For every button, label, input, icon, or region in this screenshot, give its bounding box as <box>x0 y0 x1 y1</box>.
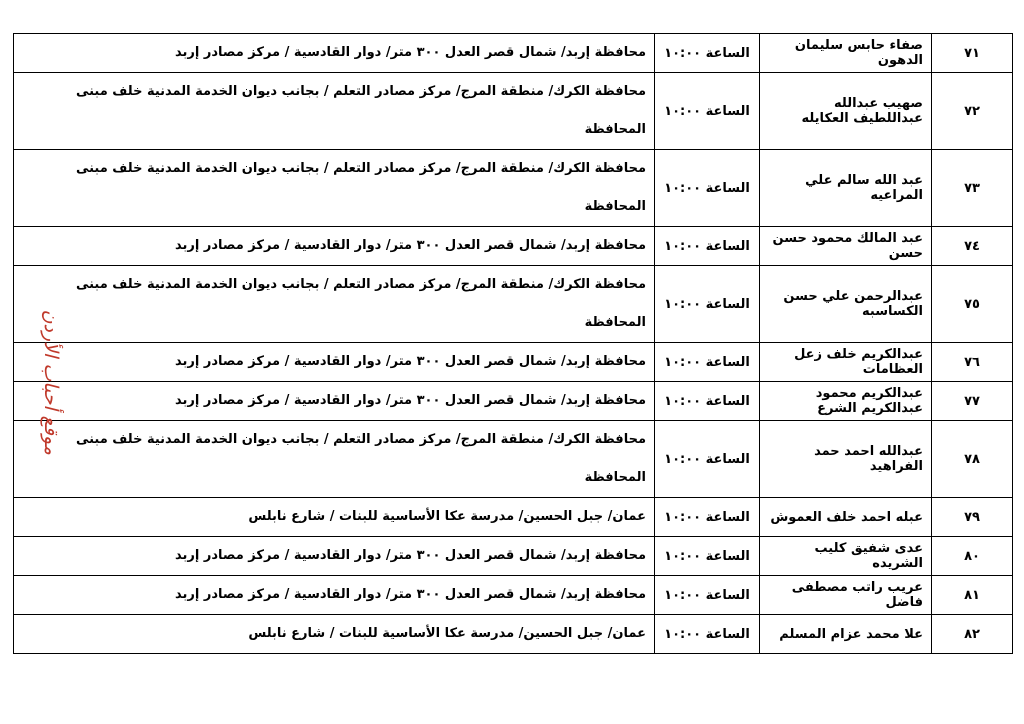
candidate-name: عدى شفيق كليب الشريده <box>760 537 932 576</box>
candidate-name: عبد الله سالم علي المراعيه <box>760 150 932 227</box>
exam-location: عمان/ جبل الحسين/ مدرسة عكا الأساسية للبنات / شارع نابلس <box>14 615 655 654</box>
exam-location: محافظة إربد/ شمال قصر العدل ٣٠٠ متر/ دوار القادسية / مركز مصادر إربد <box>14 382 655 421</box>
exam-time: الساعة ١٠:٠٠ <box>655 382 760 421</box>
exam-time: الساعة ١٠:٠٠ <box>655 343 760 382</box>
exam-location: محافظة الكرك/ منطقة المرج/ مركز مصادر التعلم / بجانب ديوان الخدمة المدنية خلف مبنى المحافظة <box>14 421 655 498</box>
row-number: ٧٦ <box>932 343 1013 382</box>
row-number: ٧٢ <box>932 73 1013 150</box>
exam-location: محافظة إربد/ شمال قصر العدل ٣٠٠ متر/ دوار القادسية / مركز مصادر إربد <box>14 576 655 615</box>
exam-time: الساعة ١٠:٠٠ <box>655 537 760 576</box>
exam-time: الساعة ١٠:٠٠ <box>655 73 760 150</box>
row-number: ٧٥ <box>932 266 1013 343</box>
exam-location: محافظة إربد/ شمال قصر العدل ٣٠٠ متر/ دوار القادسية / مركز مصادر إربد <box>14 34 655 73</box>
table-row <box>14 498 1013 537</box>
exam-location: محافظة الكرك/ منطقة المرج/ مركز مصادر التعلم / بجانب ديوان الخدمة المدنية خلف مبنى المحافظة <box>14 266 655 343</box>
candidates-table-body <box>14 34 1013 654</box>
exam-time: الساعة ١٠:٠٠ <box>655 150 760 227</box>
row-number: ٨٠ <box>932 537 1013 576</box>
candidate-name: صهيب عبدالله عبداللطيف العكايله <box>760 73 932 150</box>
table-row <box>14 615 1013 654</box>
table-row <box>14 537 1013 576</box>
candidate-name: علا محمد عزام المسلم <box>760 615 932 654</box>
exam-time: الساعة ١٠:٠٠ <box>655 576 760 615</box>
row-number: ٧١ <box>932 34 1013 73</box>
candidate-name: عبد المالك محمود حسن حسن <box>760 227 932 266</box>
row-number: ٧٧ <box>932 382 1013 421</box>
row-number: ٧٩ <box>932 498 1013 537</box>
exam-location: محافظة إربد/ شمال قصر العدل ٣٠٠ متر/ دوار القادسية / مركز مصادر إربد <box>14 227 655 266</box>
table-row <box>14 73 1013 150</box>
row-number: ٨١ <box>932 576 1013 615</box>
exam-time: الساعة ١٠:٠٠ <box>655 498 760 537</box>
candidate-name: عبدالكريم خلف زعل العظامات <box>760 343 932 382</box>
exam-time: الساعة ١٠:٠٠ <box>655 34 760 73</box>
exam-location: محافظة الكرك/ منطقة المرج/ مركز مصادر التعلم / بجانب ديوان الخدمة المدنية خلف مبنى المحافظة <box>14 73 655 150</box>
row-number: ٨٢ <box>932 615 1013 654</box>
row-number: ٧٣ <box>932 150 1013 227</box>
exam-time: الساعة ١٠:٠٠ <box>655 266 760 343</box>
candidate-name: عريب راتب مصطفى فاضل <box>760 576 932 615</box>
row-number: ٧٤ <box>932 227 1013 266</box>
candidate-name: عبدالرحمن علي حسن الكساسبه <box>760 266 932 343</box>
exam-location: محافظة إربد/ شمال قصر العدل ٣٠٠ متر/ دوار القادسية / مركز مصادر إربد <box>14 343 655 382</box>
candidates-table <box>13 33 1013 654</box>
table-row <box>14 382 1013 421</box>
candidate-name: صفاء حابس سليمان الدهون <box>760 34 932 73</box>
table-row <box>14 343 1013 382</box>
exam-time: الساعة ١٠:٠٠ <box>655 421 760 498</box>
watermark-text: موقع أحباب الأردن <box>40 309 62 455</box>
exam-location: محافظة الكرك/ منطقة المرج/ مركز مصادر التعلم / بجانب ديوان الخدمة المدنية خلف مبنى المحافظة <box>14 150 655 227</box>
candidate-name: عبدالكريم محمود عبدالكريم الشرع <box>760 382 932 421</box>
table-row <box>14 421 1013 498</box>
candidate-name: عبله احمد خلف العموش <box>760 498 932 537</box>
exam-time: الساعة ١٠:٠٠ <box>655 227 760 266</box>
row-number: ٧٨ <box>932 421 1013 498</box>
exam-location: عمان/ جبل الحسين/ مدرسة عكا الأساسية للبنات / شارع نابلس <box>14 498 655 537</box>
table-row <box>14 576 1013 615</box>
candidate-name: عبدالله احمد حمد الفراهيد <box>760 421 932 498</box>
table-row <box>14 266 1013 343</box>
exam-time: الساعة ١٠:٠٠ <box>655 615 760 654</box>
table-row <box>14 34 1013 73</box>
table-row <box>14 150 1013 227</box>
exam-location: محافظة إربد/ شمال قصر العدل ٣٠٠ متر/ دوار القادسية / مركز مصادر إربد <box>14 537 655 576</box>
table-row <box>14 227 1013 266</box>
